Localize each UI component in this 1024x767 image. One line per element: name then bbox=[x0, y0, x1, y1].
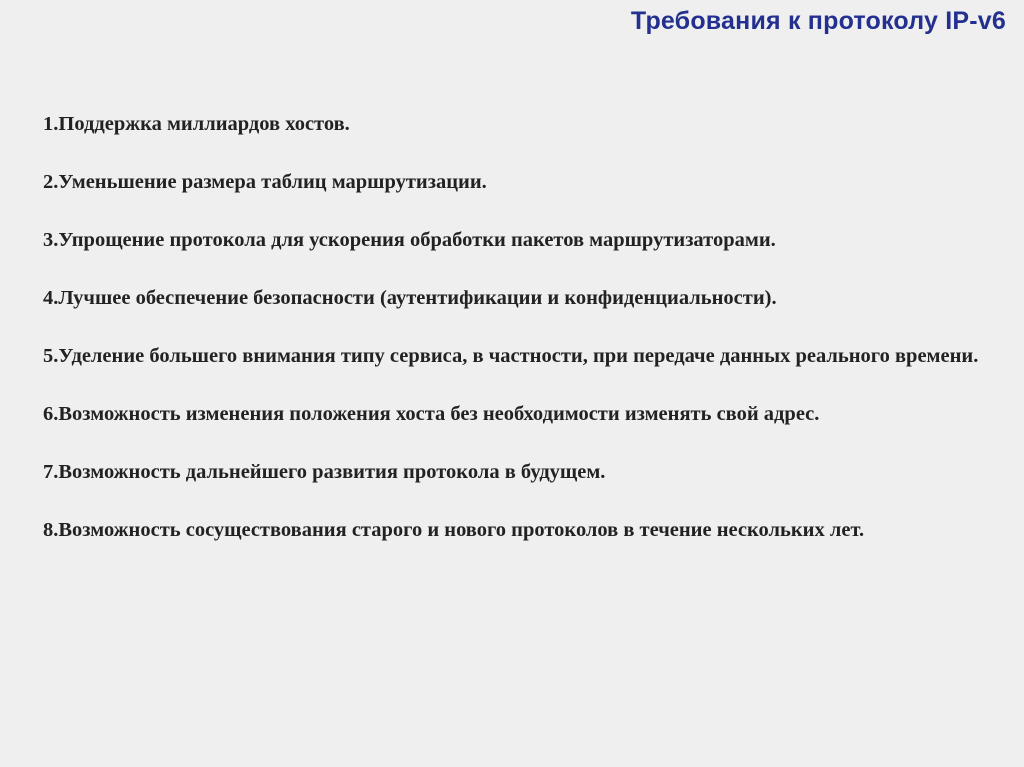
list-item: 6.Возможность изменения положения хоста без необходимости изменять свой адрес. bbox=[43, 403, 820, 425]
list-item: 1.Поддержка миллиардов хостов. bbox=[43, 113, 350, 135]
list-item: 3.Упрощение протокола для ускорения обработки пакетов маршрутизаторами. bbox=[43, 229, 776, 251]
list-item: 7.Возможность дальнейшего развития протокола в будущем. bbox=[43, 461, 606, 483]
requirements-list bbox=[43, 108, 991, 572]
slide-title: Требования к протоколу IP-v6 bbox=[630, 7, 1006, 35]
list-item: 4.Лучшее обеспечение безопасности (аутентификации и конфиденциальности). bbox=[43, 287, 777, 309]
list-item: 5.Уделение большего внимания типу сервиса, в частности, при передаче данных реального времени. bbox=[43, 345, 979, 367]
list-item: 8.Возможность сосуществования старого и нового протоколов в течение нескольких лет. bbox=[43, 519, 865, 541]
list-item: 2.Уменьшение размера таблиц маршрутизации. bbox=[43, 171, 487, 193]
